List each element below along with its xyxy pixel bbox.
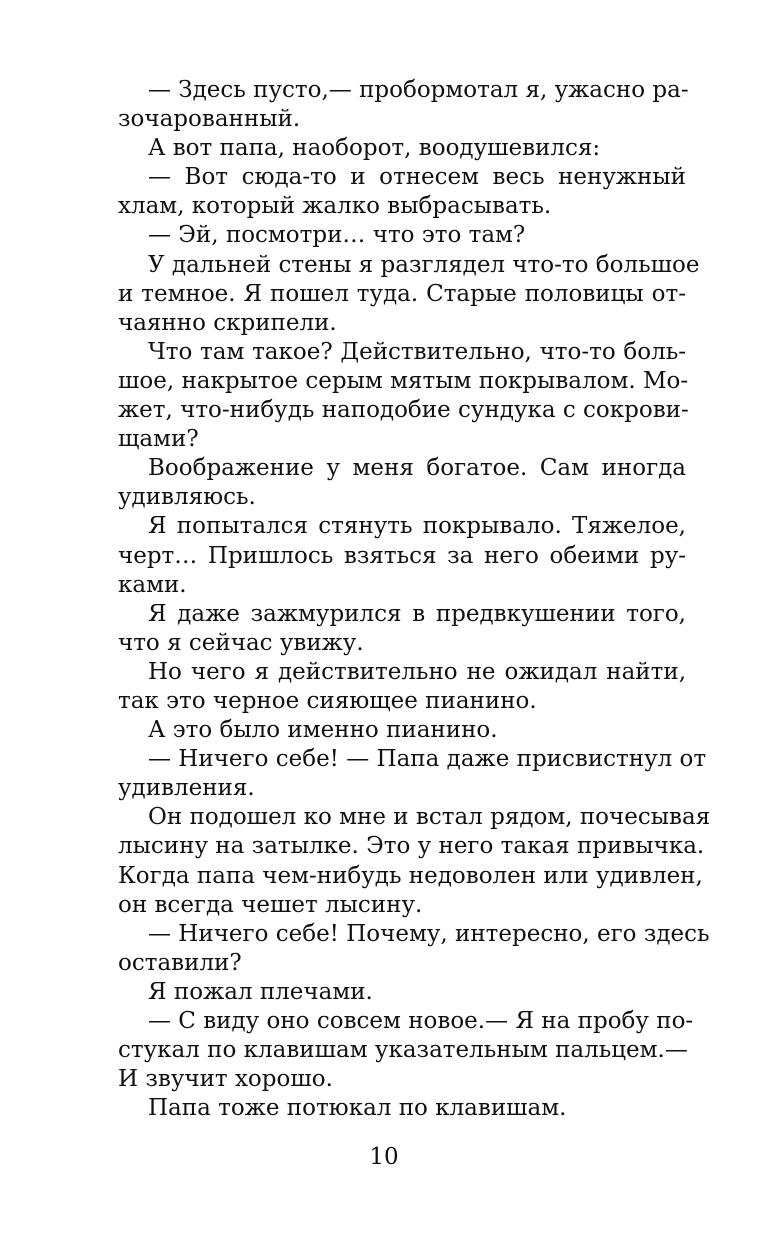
text-line: Когда папа чем-нибудь недоволен или удивлен, <box>118 862 703 889</box>
text-line: Он подошел ко мне и встал рядом, почесывая <box>148 804 711 831</box>
text-line: оставили? <box>118 949 242 976</box>
text-line: — Эй, посмотри… что это там? <box>148 222 526 249</box>
page-number: 10 <box>369 1144 399 1170</box>
text-line: зочарованный. <box>118 106 301 133</box>
text-line: — С виду оно совсем новое.— Я на пробу по- <box>148 1008 694 1034</box>
text-line: Что там такое? Действительно, что-то боль- <box>148 338 686 365</box>
text-line: Папа тоже потюкал по клавишам. <box>148 1095 567 1122</box>
text-line: щами? <box>118 426 199 453</box>
body-text <box>118 76 711 1123</box>
text-line: Я даже зажмурился в предвкушении того, <box>148 600 686 627</box>
text-line: — Ничего себе! Почему, интересно, его здесь <box>148 920 710 947</box>
text-line: — Ничего себе! — Папа даже присвистнул от <box>148 746 707 773</box>
text-line: А вот папа, наоборот, воодушевился: <box>148 135 601 162</box>
text-line: удивления. <box>118 775 255 802</box>
text-line: хлам, который жалко выбрасывать. <box>118 193 552 220</box>
text-line: Но чего я действительно не ожидал найти, <box>148 658 686 685</box>
text-line: и темное. Я пошел туда. Старые половицы от- <box>118 280 686 307</box>
text-line: А это было именно пианино. <box>148 717 498 744</box>
text-line: стукал по клавишам указательным пальцем.— <box>118 1037 688 1064</box>
text-line: Я попытался стянуть покрывало. Тяжелое, <box>148 513 686 540</box>
text-line: У дальней стены я разглядел что-то большое <box>148 251 700 278</box>
text-line: ками. <box>118 571 187 598</box>
text-line: удивляюсь. <box>118 484 256 511</box>
text-line: — Здесь пусто,— пробормотал я, ужасно ра- <box>148 77 689 103</box>
text-line: черт… Пришлось взяться за него обеими ру- <box>118 542 686 569</box>
text-line: чаянно скрипели. <box>118 309 337 336</box>
text-line: жет, что-нибудь наподобие сундука с сокрови- <box>118 397 689 424</box>
text-line: так это черное сияющее пианино. <box>118 687 537 714</box>
text-line: он всегда чешет лысину. <box>118 891 423 918</box>
text-line: шое, накрытое серым мятым покрывалом. Мо- <box>118 367 689 394</box>
text-line: Воображение у меня богатое. Сам иногда <box>148 455 686 482</box>
text-line: что я сейчас увижу. <box>118 629 364 656</box>
text-line: лысину на затылке. Это у него такая привычка. <box>118 833 705 860</box>
text-line: — Вот сюда-то и отнесем весь ненужный <box>148 164 686 191</box>
text-line: Я пожал плечами. <box>148 978 373 1005</box>
text-line: И звучит хорошо. <box>118 1066 333 1093</box>
